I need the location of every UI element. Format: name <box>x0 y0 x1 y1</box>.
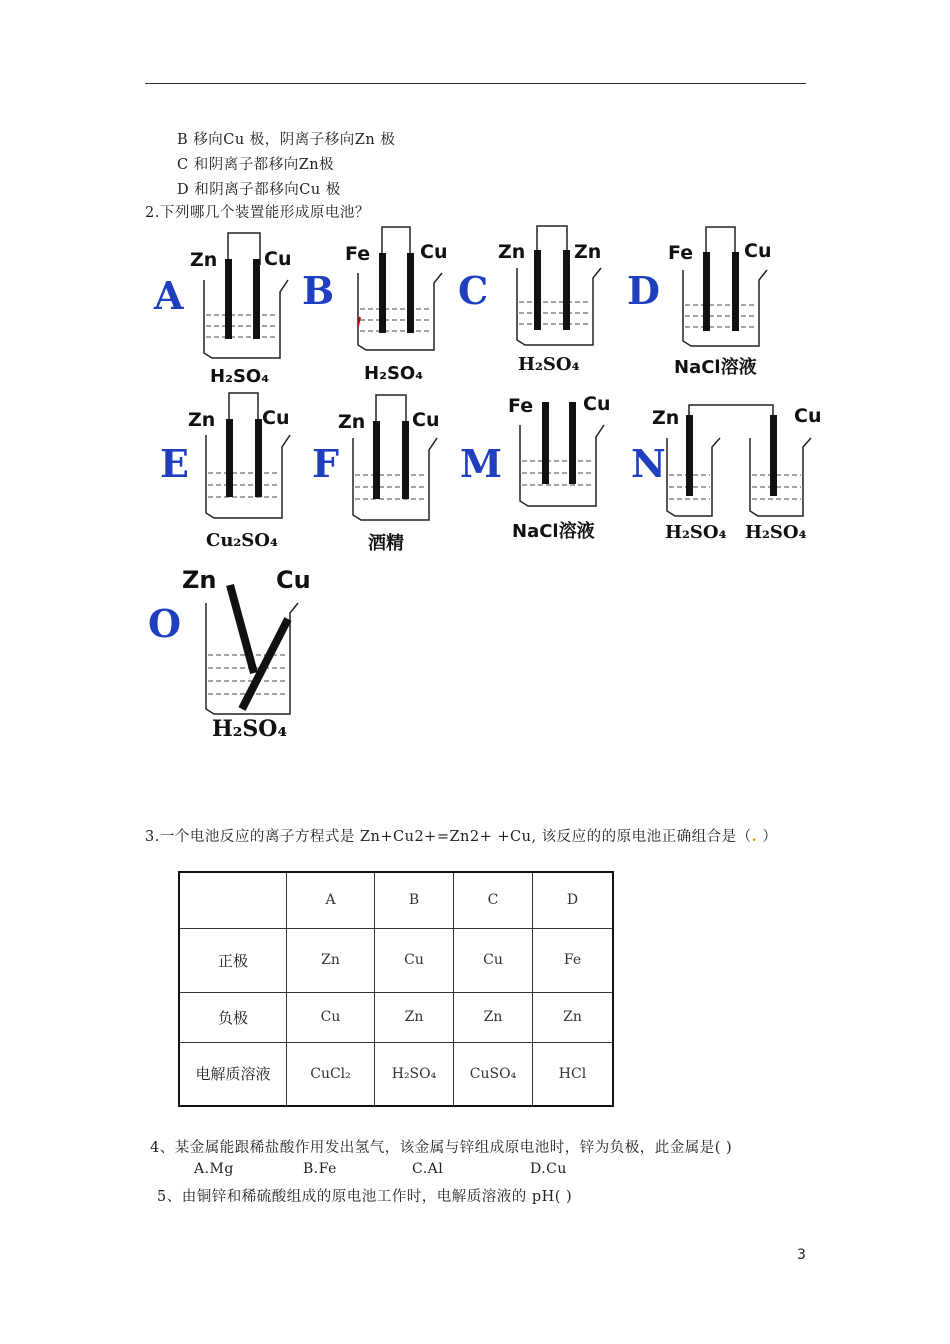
device-letter: F <box>312 441 339 486</box>
device-c <box>458 226 601 375</box>
solution-label: H₂SO₄ <box>210 366 270 387</box>
question-4-option-a: A.Mg <box>194 1161 234 1177</box>
left-electrode-label: Zn <box>182 566 217 594</box>
device-b <box>302 227 447 384</box>
device-a <box>153 233 291 387</box>
option-b-text: B 移向Cu 极，阴离子移向Zn 极 <box>177 132 396 148</box>
left-electrode-label: Fe <box>668 242 694 264</box>
device-f <box>312 395 439 554</box>
solution-label-left: H₂SO₄ <box>665 522 727 543</box>
solution-label: H₂SO₄ <box>518 354 580 375</box>
device-letter: O <box>148 601 182 646</box>
solution-label: Cu₂SO₄ <box>206 530 278 551</box>
table-cell: H₂SO₄ <box>375 1042 454 1106</box>
solution-label: H₂SO₄ <box>364 363 424 384</box>
table-cell: CuSO₄ <box>454 1042 533 1106</box>
question-4-option-d: D.Cu <box>530 1161 567 1177</box>
galvanic-cell-diagrams <box>140 225 830 740</box>
question-4-text: 4、某金属能跟稀盐酸作用发出氢气，该金属与锌组成原电池时，锌为负极，此金属是( ) <box>150 1140 733 1156</box>
table-header-cell: C <box>454 872 533 928</box>
left-electrode-label: Zn <box>338 411 366 433</box>
device-letter: A <box>154 273 184 318</box>
question-3-table <box>178 871 614 1107</box>
question-5-text: 5、由铜锌和稀硫酸组成的原电池工作时，电解质溶液的 pH( ) <box>157 1189 573 1205</box>
device-d <box>627 227 771 378</box>
device-o <box>148 566 311 740</box>
question-3-text <box>145 825 777 846</box>
table-cell: Zn <box>533 992 614 1042</box>
question-4-option-b: B.Fe <box>303 1161 337 1177</box>
device-m <box>460 393 610 542</box>
header-rule <box>145 83 806 84</box>
device-letter: N <box>631 441 666 486</box>
right-electrode-label: Cu <box>264 248 292 270</box>
option-c-text: C 和阴离子都移向Zn极 <box>177 157 335 173</box>
device-letter: M <box>460 441 503 486</box>
right-electrode-label: Cu <box>262 407 290 429</box>
question-3-body: 3.一个电池反应的离子方程式是 Zn+Cu2+=Zn2+ +Cu, 该反应的的原电池正确组合是（ <box>145 829 752 845</box>
table-cell: Zn <box>454 992 533 1042</box>
left-electrode-label: Zn <box>498 241 526 263</box>
table-header-cell: B <box>375 872 454 928</box>
left-electrode-label: Zn <box>190 249 218 271</box>
question-2-text: 2.下列哪几个装置能形成原电池？ <box>145 205 370 221</box>
row-label: 电解质溶液 <box>179 1042 287 1106</box>
right-electrode-label: Cu <box>794 405 822 427</box>
table-cell: HCl <box>533 1042 614 1106</box>
table-row <box>179 992 613 1042</box>
table-row <box>179 928 613 992</box>
table-row <box>179 1042 613 1106</box>
right-electrode-label: Cu <box>412 409 440 431</box>
solution-label: NaCl溶液 <box>512 521 595 542</box>
option-d-text: D 和阴离子都移向Cu 极 <box>177 182 341 198</box>
row-label: 负极 <box>179 992 287 1042</box>
device-letter: E <box>160 441 189 486</box>
table-header-cell: D <box>533 872 614 928</box>
solution-label-right: H₂SO₄ <box>745 522 807 543</box>
question-4-option-c: C.Al <box>412 1161 444 1177</box>
left-electrode-label: Fe <box>508 395 534 417</box>
table-cell: Fe <box>533 928 614 992</box>
device-letter: B <box>302 268 335 313</box>
device-n <box>631 405 821 543</box>
table-cell: Cu <box>287 992 375 1042</box>
row-label: 正极 <box>179 928 287 992</box>
table-cell: Zn <box>375 992 454 1042</box>
left-electrode-label: Zn <box>652 407 680 429</box>
question-3-close: ） <box>757 829 778 845</box>
table-cell: CuCl₂ <box>287 1042 375 1106</box>
question-3-dot: . <box>751 828 758 845</box>
solution-label: NaCl溶液 <box>674 357 757 378</box>
table-cell: Zn <box>287 928 375 992</box>
device-letter: D <box>627 268 660 313</box>
device-e <box>160 393 290 551</box>
solution-label: H₂SO₄ <box>212 716 288 740</box>
device-letter: C <box>458 268 489 313</box>
right-electrode-label: Cu <box>276 566 311 594</box>
right-electrode-label: Cu <box>583 393 611 415</box>
right-electrode-label: Cu <box>420 241 448 263</box>
page-number: 3 <box>797 1247 806 1263</box>
left-electrode-label: Zn <box>188 409 216 431</box>
left-electrode-label: Fe <box>345 243 371 265</box>
right-electrode-label: Cu <box>744 240 772 262</box>
table-cell: Cu <box>375 928 454 992</box>
right-electrode-label: Zn <box>574 241 602 263</box>
table-header-cell: A <box>287 872 375 928</box>
table-header-row <box>179 872 613 928</box>
solution-label: 酒精 <box>368 533 404 554</box>
table-cell: Cu <box>454 928 533 992</box>
table-header-cell <box>179 872 287 928</box>
